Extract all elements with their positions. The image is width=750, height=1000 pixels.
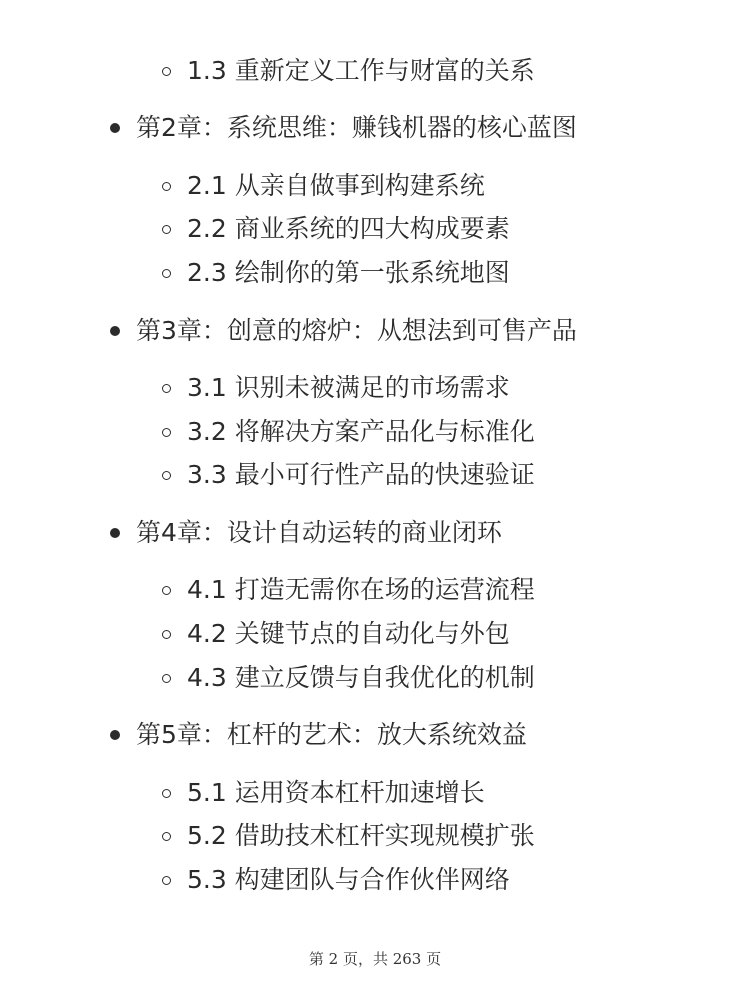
toc-chapter-label: 第4章：设计自动运转的商业闭环: [136, 518, 502, 547]
circle-bullet-icon: [162, 428, 171, 437]
toc-section-item: [162, 253, 510, 293]
circle-bullet-icon: [162, 630, 171, 639]
circle-bullet-icon: [162, 182, 171, 191]
circle-bullet-icon: [162, 876, 171, 885]
toc-section-item: [162, 816, 535, 856]
toc-section-item: [162, 614, 510, 654]
toc-section-label: 3.3 最小可行性产品的快速验证: [187, 460, 535, 489]
circle-bullet-icon: [162, 586, 171, 595]
circle-bullet-icon: [162, 789, 171, 798]
circle-bullet-icon: [162, 225, 171, 234]
circle-bullet-icon: [162, 471, 171, 480]
toc-section-label: 2.2 商业系统的四大构成要素: [187, 214, 510, 243]
toc-chapter-label: 第2章：系统思维：赚钱机器的核心蓝图: [136, 113, 577, 142]
toc-section-item: [162, 51, 535, 91]
toc-section-item: [162, 368, 510, 408]
disc-bullet-icon: [110, 123, 120, 133]
circle-bullet-icon: [162, 832, 171, 841]
circle-bullet-icon: [162, 674, 171, 683]
toc-chapter-label: 第3章：创意的熔炉：从想法到可售产品: [136, 316, 577, 345]
toc-section-label: 1.3 重新定义工作与财富的关系: [187, 56, 535, 85]
circle-bullet-icon: [162, 269, 171, 278]
disc-bullet-icon: [110, 326, 120, 336]
toc-section-label: 2.3 绘制你的第一张系统地图: [187, 258, 510, 287]
toc-chapter-item: [110, 513, 502, 553]
toc-chapter-item: [110, 108, 577, 148]
toc-section-label: 3.1 识别未被满足的市场需求: [187, 373, 510, 402]
toc-chapter-label: 第5章：杠杆的艺术：放大系统效益: [136, 720, 527, 749]
circle-bullet-icon: [162, 67, 171, 76]
toc-section-label: 5.3 构建团队与合作伙伴网络: [187, 865, 510, 894]
toc-section-label: 5.2 借助技术杠杆实现规模扩张: [187, 821, 535, 850]
disc-bullet-icon: [110, 528, 120, 538]
page-number-footer: 第 2 页，共 263 页: [308, 950, 442, 968]
toc-section-item: [162, 209, 510, 249]
toc-section-label: 2.1 从亲自做事到构建系统: [187, 171, 485, 200]
toc-section-item: [162, 166, 485, 206]
toc-section-label: 5.1 运用资本杠杆加速增长: [187, 778, 485, 807]
circle-bullet-icon: [162, 384, 171, 393]
toc-section-label: 4.3 建立反馈与自我优化的机制: [187, 663, 535, 692]
toc-section-label: 3.2 将解决方案产品化与标准化: [187, 417, 535, 446]
disc-bullet-icon: [110, 730, 120, 740]
toc-section-item: [162, 455, 535, 495]
toc-section-label: 4.2 关键节点的自动化与外包: [187, 619, 510, 648]
toc-chapter-item: [110, 311, 577, 351]
toc-chapter-item: [110, 715, 527, 755]
toc-section-item: [162, 658, 535, 698]
toc-section-item: [162, 570, 535, 610]
toc-section-label: 4.1 打造无需你在场的运营流程: [187, 575, 535, 604]
toc-section-item: [162, 412, 535, 452]
toc-section-item: [162, 860, 510, 900]
toc-section-item: [162, 773, 485, 813]
